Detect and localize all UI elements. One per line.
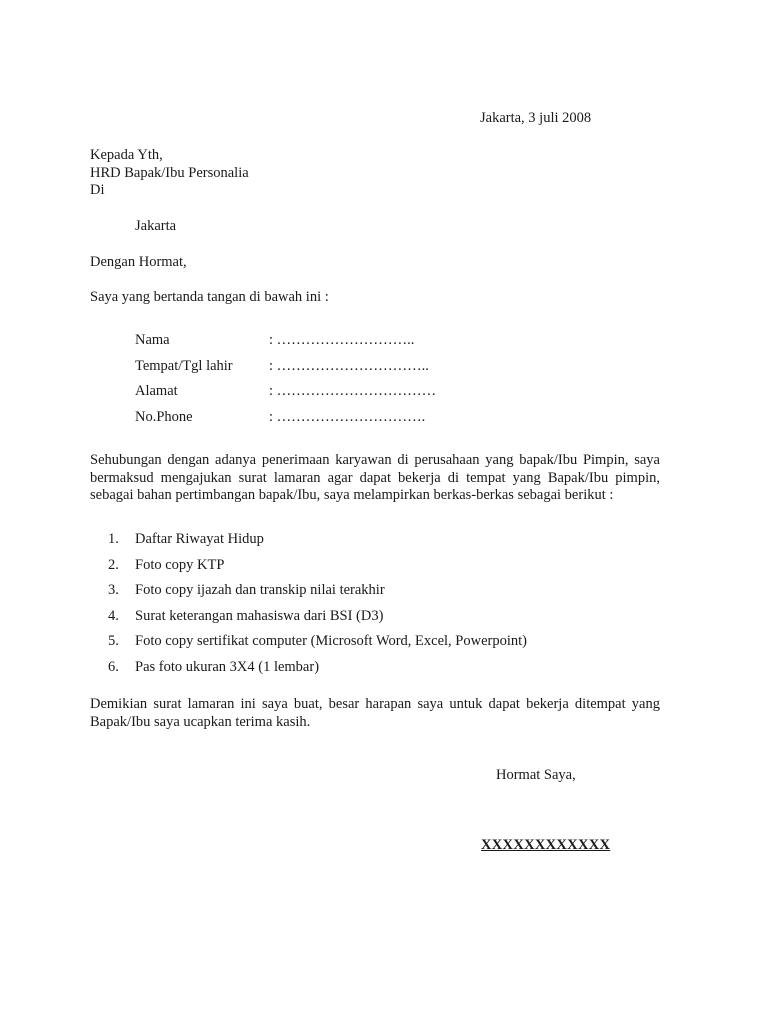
list-item-text: Pas foto ukuran 3X4 (1 lembar)	[135, 658, 320, 675]
recipient-line-di: Di	[90, 182, 105, 198]
field-value: : ……………………………	[269, 383, 437, 399]
list-item-number: 3.	[108, 582, 119, 598]
signature-name: XXXXXXXXXXXX	[481, 837, 611, 853]
field-value: : …………………………..	[269, 357, 429, 374]
recipient-city: Jakarta	[135, 218, 177, 234]
intro-line: Saya yang bertanda tangan di bawah ini :	[90, 289, 329, 305]
field-value: : ………………………..	[269, 332, 415, 348]
field-label: Tempat/Tgl lahir	[135, 357, 233, 374]
body-paragraph: Sehubungan dengan adanya penerimaan karyawan di perusahaan yang bapak/Ibu Pimpin, saya bermaksud mengajukan surat lamaran agar dapat bekerja di tempat yang Bapak/Ibu pimpin, sebagai bahan pertimbangan bapak/Ibu, saya melampirkan berkas-berkas sebagai berikut :	[90, 452, 660, 503]
list-item-text: Foto copy ijazah dan transkip nilai terakhir	[135, 582, 385, 598]
greeting: Dengan Hormat,	[90, 254, 187, 270]
list-item-text: Daftar Riwayat Hidup	[135, 531, 264, 547]
field-label: Alamat	[135, 383, 178, 399]
list-item-number: 4.	[108, 607, 119, 624]
list-item-number: 5.	[108, 633, 119, 649]
list-item-text: Surat keterangan mahasiswa dari BSI (D3)	[135, 607, 384, 624]
letter-date: Jakarta, 3 juli 2008	[480, 110, 592, 126]
list-item-text: Foto copy KTP	[135, 556, 225, 573]
list-item-text: Foto copy sertifikat computer (Microsoft Word, Excel, Powerpoint)	[135, 633, 527, 649]
list-item-number: 2.	[108, 556, 119, 573]
closing-salutation: Hormat Saya,	[496, 767, 576, 783]
field-label: Nama	[135, 332, 170, 348]
recipient-line-salutation: Kepada Yth,	[90, 147, 163, 163]
recipient-address	[90, 147, 249, 200]
recipient-line-department: HRD Bapak/Ibu Personalia	[90, 164, 249, 181]
field-value: : ………………………….	[269, 408, 426, 425]
list-item-number: 1.	[108, 531, 119, 547]
list-item-number: 6.	[108, 658, 119, 675]
field-label: No.Phone	[135, 408, 193, 425]
closing-paragraph: Demikian surat lamaran ini saya buat, besar harapan saya untuk dapat bekerja ditempat yang Bapak/Ibu saya ucapkan terima kasih.	[90, 696, 660, 730]
